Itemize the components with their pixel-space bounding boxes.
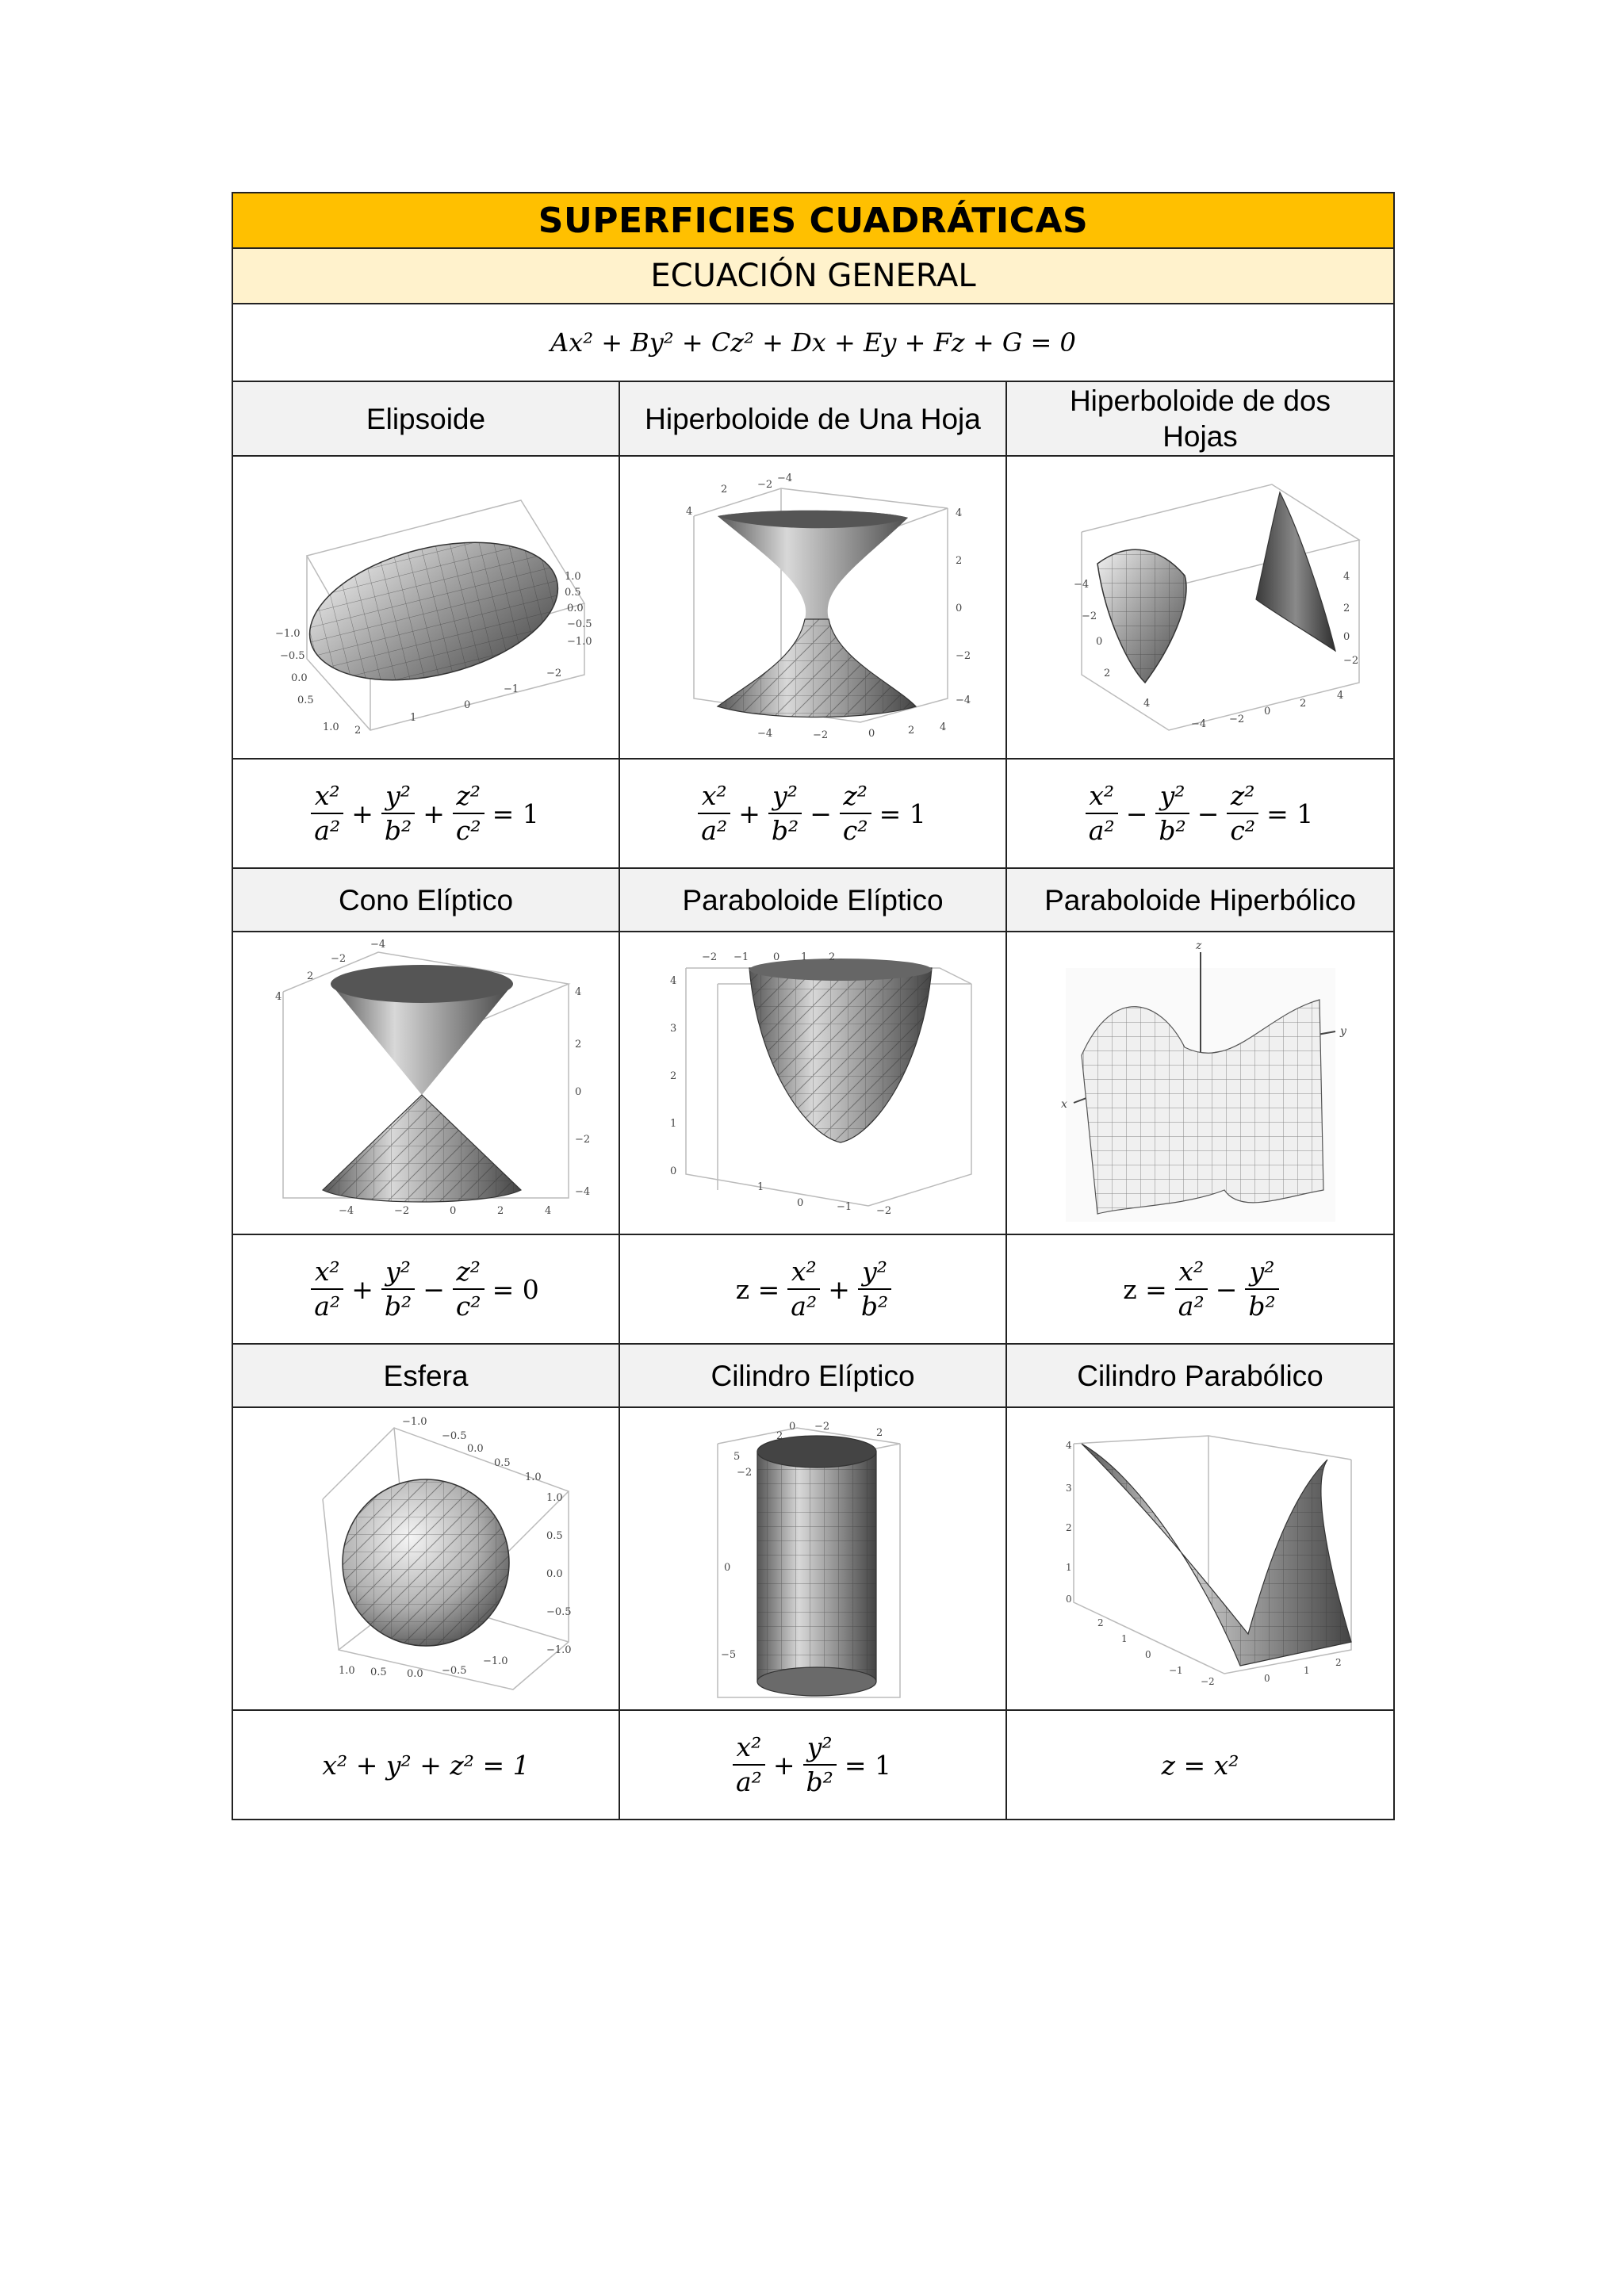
frac-den: b² <box>381 1288 415 1322</box>
operator: + <box>828 1273 850 1305</box>
hyperbolic-paraboloid-plot-icon <box>1026 936 1375 1230</box>
svg-text:−2: −2 <box>1200 1676 1215 1687</box>
svg-text:0.0: 0.0 <box>291 672 308 684</box>
svg-text:3: 3 <box>670 1023 677 1035</box>
svg-text:0: 0 <box>789 1421 796 1433</box>
svg-text:4: 4 <box>1336 690 1343 702</box>
frac-den: c² <box>453 1288 485 1322</box>
frac-den: a² <box>1086 813 1118 846</box>
svg-text:1.0: 1.0 <box>323 721 339 733</box>
svg-text:−0.5: −0.5 <box>280 650 305 662</box>
svg-text:0: 0 <box>670 1165 677 1177</box>
svg-text:1.0: 1.0 <box>546 1492 563 1504</box>
svg-text:−1.0: −1.0 <box>567 636 592 648</box>
frac-den: b² <box>1155 813 1189 846</box>
frac-num: z² <box>1230 780 1255 812</box>
svg-text:0: 0 <box>464 699 471 711</box>
elliptic-paraboloid-plot-icon <box>638 936 987 1230</box>
equals-rhs: = 1 <box>1266 798 1314 829</box>
svg-text:0: 0 <box>1342 631 1350 643</box>
svg-text:4: 4 <box>940 721 947 733</box>
svg-text:4: 4 <box>686 506 693 518</box>
frac-den: b² <box>1245 1288 1278 1322</box>
svg-text:0: 0 <box>1144 1649 1151 1660</box>
svg-text:−1: −1 <box>504 683 519 695</box>
frac-den: a² <box>311 813 343 846</box>
frac-den: a² <box>733 1764 765 1797</box>
svg-text:2: 2 <box>876 1427 883 1439</box>
svg-text:−2: −2 <box>876 1205 892 1217</box>
equation-elliptic-cone <box>232 1234 619 1344</box>
svg-text:x: x <box>1060 1098 1067 1111</box>
svg-text:−4: −4 <box>339 1205 354 1217</box>
svg-text:2: 2 <box>575 1039 582 1050</box>
svg-text:0.5: 0.5 <box>546 1530 563 1542</box>
frac-den: c² <box>1227 813 1258 846</box>
svg-text:−1.0: −1.0 <box>546 1644 572 1656</box>
equation-sphere <box>232 1710 619 1820</box>
surface-name-elliptic-paraboloid: Paraboloide Elíptico <box>619 868 1006 932</box>
svg-text:1.0: 1.0 <box>565 571 581 583</box>
operator: − <box>423 1273 445 1305</box>
operator: − <box>1125 798 1148 829</box>
svg-text:−4: −4 <box>575 1186 591 1198</box>
surface-name-sphere: Esfera <box>232 1344 619 1407</box>
svg-text:−4: −4 <box>956 695 971 706</box>
hyperboloid-one-sheet-figure <box>619 456 1006 759</box>
svg-text:−2: −2 <box>394 1205 410 1217</box>
svg-text:2: 2 <box>1299 698 1306 710</box>
svg-text:4: 4 <box>545 1205 552 1217</box>
frac-num: x² <box>1178 1256 1205 1288</box>
svg-text:1: 1 <box>1303 1665 1310 1676</box>
operator: + <box>772 1749 795 1781</box>
svg-text:−0.5: −0.5 <box>546 1606 572 1618</box>
sphere-figure <box>232 1407 619 1710</box>
svg-text:0: 0 <box>575 1086 582 1098</box>
svg-text:2: 2 <box>908 725 915 737</box>
frac-num: y² <box>1249 1256 1275 1288</box>
equation-ellipsoid <box>232 759 619 868</box>
surface-name-hyperboloid-two-sheets: Hiperboloide de dos Hojas <box>1006 381 1394 456</box>
svg-text:4: 4 <box>956 507 963 519</box>
equals-rhs: = 1 <box>492 798 539 829</box>
frac-den: b² <box>803 1764 837 1797</box>
svg-text:2: 2 <box>1335 1657 1342 1668</box>
svg-text:−2: −2 <box>956 650 971 662</box>
elliptic-paraboloid-figure <box>619 932 1006 1234</box>
svg-text:0: 0 <box>773 951 780 963</box>
ellipsoid-figure <box>232 456 619 759</box>
frac-num: y² <box>806 1732 833 1763</box>
svg-text:−4: −4 <box>1190 718 1206 730</box>
svg-text:0: 0 <box>1263 1673 1270 1684</box>
parabolic-cylinder-equation-text: z = x² <box>1161 1749 1239 1781</box>
svg-text:2: 2 <box>1097 1617 1104 1628</box>
frac-num: z² <box>456 780 481 812</box>
svg-text:−1: −1 <box>1168 1665 1183 1676</box>
equation-hyperboloid-one-sheet <box>619 759 1006 868</box>
svg-text:2: 2 <box>670 1070 677 1082</box>
svg-text:0: 0 <box>724 1562 731 1574</box>
svg-text:−2: −2 <box>1228 714 1244 725</box>
svg-text:2: 2 <box>497 1205 504 1217</box>
svg-text:1.0: 1.0 <box>525 1471 542 1483</box>
svg-text:1: 1 <box>801 951 808 963</box>
frac-den: a² <box>787 1288 820 1322</box>
svg-text:−1.0: −1.0 <box>402 1416 427 1428</box>
frac-num: x² <box>1089 780 1115 812</box>
svg-text:0: 0 <box>1065 1594 1072 1605</box>
operator: − <box>1197 798 1220 829</box>
parabolic-cylinder-figure <box>1006 1407 1394 1710</box>
elliptic-cone-figure <box>232 932 619 1234</box>
frac-den: a² <box>698 813 730 846</box>
svg-text:−2: −2 <box>814 1421 830 1433</box>
equation-elliptic-cylinder <box>619 1710 1006 1820</box>
operator: + <box>423 798 445 829</box>
frac-num: x² <box>736 1732 762 1763</box>
frac-den: a² <box>311 1288 343 1322</box>
surface-name-elliptic-cylinder: Cilindro Elíptico <box>619 1344 1006 1407</box>
operator: − <box>1215 1273 1238 1305</box>
elliptic-cone-plot-icon <box>251 936 600 1230</box>
equation-hyperbolic-paraboloid <box>1006 1234 1394 1344</box>
svg-text:−4: −4 <box>370 939 386 951</box>
svg-text:z: z <box>1195 939 1201 952</box>
frac-num: x² <box>314 1256 340 1288</box>
svg-text:4: 4 <box>275 991 282 1003</box>
sphere-plot-icon <box>251 1412 600 1705</box>
svg-text:0: 0 <box>1263 706 1270 718</box>
hyperbolic-paraboloid-figure <box>1006 932 1394 1234</box>
svg-text:−2: −2 <box>1081 610 1097 622</box>
svg-text:−2: −2 <box>575 1134 591 1146</box>
hyperboloid-two-sheets-figure <box>1006 456 1394 759</box>
ellipsoid-plot-icon <box>251 469 600 746</box>
svg-text:−2: −2 <box>813 729 829 741</box>
svg-text:−1.0: −1.0 <box>483 1655 508 1667</box>
frac-den: b² <box>381 813 415 846</box>
parabolic-cylinder-plot-icon <box>1026 1412 1375 1705</box>
frac-den: b² <box>858 1288 891 1322</box>
svg-text:0.0: 0.0 <box>467 1443 484 1455</box>
equation-elliptic-paraboloid <box>619 1234 1006 1344</box>
frac-num: x² <box>791 1256 817 1288</box>
frac-num: x² <box>314 780 340 812</box>
svg-text:4: 4 <box>1065 1440 1072 1451</box>
svg-text:0.5: 0.5 <box>370 1667 387 1678</box>
surface-name-parabolic-cylinder: Cilindro Parabólico <box>1006 1344 1394 1407</box>
equation-hyperboloid-two-sheets <box>1006 759 1394 868</box>
frac-num: z² <box>456 1256 481 1288</box>
operator: + <box>351 798 373 829</box>
svg-text:−1: −1 <box>837 1201 852 1213</box>
svg-text:0.5: 0.5 <box>297 695 314 706</box>
svg-text:0: 0 <box>450 1205 457 1217</box>
svg-text:0: 0 <box>868 728 875 740</box>
svg-text:−2: −2 <box>1342 655 1358 667</box>
svg-text:4: 4 <box>1342 571 1350 583</box>
frac-den: c² <box>840 813 871 846</box>
surface-name-ellipsoid: Elipsoide <box>232 381 619 456</box>
quadric-surfaces-table <box>232 192 1395 1820</box>
frac-num: y² <box>772 780 798 812</box>
svg-text:2: 2 <box>721 484 728 496</box>
svg-text:2: 2 <box>956 555 963 567</box>
svg-text:4: 4 <box>670 975 677 987</box>
svg-text:2: 2 <box>1065 1522 1072 1533</box>
svg-text:2: 2 <box>307 970 314 982</box>
svg-text:2: 2 <box>829 951 836 963</box>
hyperboloid-two-sheets-plot-icon <box>1026 469 1375 746</box>
svg-text:2: 2 <box>776 1430 783 1442</box>
svg-text:0: 0 <box>1095 636 1102 648</box>
svg-text:3: 3 <box>1065 1483 1072 1494</box>
svg-text:−2: −2 <box>757 479 773 491</box>
frac-num: x² <box>701 780 727 812</box>
svg-text:−1.0: −1.0 <box>275 628 301 640</box>
frac-den: b² <box>768 813 802 846</box>
svg-text:−2: −2 <box>737 1467 753 1479</box>
surface-name-hyperbolic-paraboloid: Paraboloide Hiperbólico <box>1006 868 1394 932</box>
svg-text:−2: −2 <box>702 951 718 963</box>
frac-num: z² <box>843 780 868 812</box>
svg-text:−1: −1 <box>733 951 749 963</box>
frac-num: y² <box>1159 780 1185 812</box>
svg-text:2: 2 <box>1342 603 1350 614</box>
svg-text:−0.5: −0.5 <box>442 1430 467 1442</box>
operator: + <box>351 1273 373 1305</box>
svg-text:−4: −4 <box>1073 579 1089 591</box>
equals-rhs: = 1 <box>844 1749 892 1781</box>
svg-text:0: 0 <box>956 603 963 614</box>
svg-text:1: 1 <box>1120 1633 1128 1644</box>
svg-text:0.0: 0.0 <box>567 603 584 614</box>
frac-num: y² <box>385 1256 411 1288</box>
svg-text:5: 5 <box>733 1451 741 1463</box>
equation-parabolic-cylinder <box>1006 1710 1394 1820</box>
svg-text:−0.5: −0.5 <box>567 618 592 630</box>
general-equation: Ax² + By² + Cz² + Dx + Ey + Fz + G = 0 <box>232 304 1394 381</box>
hyperboloid-one-sheet-plot-icon <box>638 469 987 746</box>
svg-text:0.5: 0.5 <box>494 1457 511 1469</box>
surface-name-hyperboloid-one-sheet: Hiperboloide de Una Hoja <box>619 381 1006 456</box>
equals-rhs: = 1 <box>879 798 926 829</box>
svg-text:1: 1 <box>670 1118 677 1130</box>
svg-text:−4: −4 <box>757 728 773 740</box>
svg-text:4: 4 <box>575 986 582 998</box>
svg-text:1: 1 <box>757 1181 764 1193</box>
svg-text:2: 2 <box>354 725 362 737</box>
frac-num: y² <box>385 780 411 812</box>
elliptic-cylinder-plot-icon <box>638 1412 987 1705</box>
surface-name-elliptic-cone: Cono Elíptico <box>232 868 619 932</box>
svg-text:−0.5: −0.5 <box>442 1665 467 1677</box>
equals-lhs: z = <box>1123 1273 1167 1305</box>
svg-text:−5: −5 <box>721 1649 737 1661</box>
svg-text:−2: −2 <box>546 668 562 679</box>
svg-text:0.0: 0.0 <box>407 1668 423 1680</box>
svg-text:−4: −4 <box>777 473 793 484</box>
svg-text:1: 1 <box>410 712 417 724</box>
svg-text:y: y <box>1339 1025 1346 1038</box>
svg-text:0.0: 0.0 <box>546 1568 563 1580</box>
page-title: SUPERFICIES CUADRÁTICAS <box>232 193 1394 248</box>
frac-num: y² <box>862 1256 887 1288</box>
svg-text:−2: −2 <box>331 953 347 965</box>
svg-text:2: 2 <box>1103 668 1110 679</box>
svg-text:0: 0 <box>797 1197 804 1209</box>
general-equation-heading: ECUACIÓN GENERAL <box>232 248 1394 304</box>
svg-text:1.0: 1.0 <box>339 1665 355 1677</box>
svg-text:0.5: 0.5 <box>565 587 581 599</box>
frac-den: a² <box>1175 1288 1208 1322</box>
elliptic-cylinder-figure <box>619 1407 1006 1710</box>
operator: − <box>810 798 832 829</box>
operator: + <box>738 798 760 829</box>
svg-text:1: 1 <box>1065 1562 1072 1573</box>
equals-lhs: z = <box>735 1273 780 1305</box>
equals-rhs: = 0 <box>492 1273 539 1305</box>
svg-text:4: 4 <box>1143 698 1150 710</box>
frac-den: c² <box>453 813 485 846</box>
sphere-equation-text: x² + y² + z² = 1 <box>322 1749 530 1781</box>
